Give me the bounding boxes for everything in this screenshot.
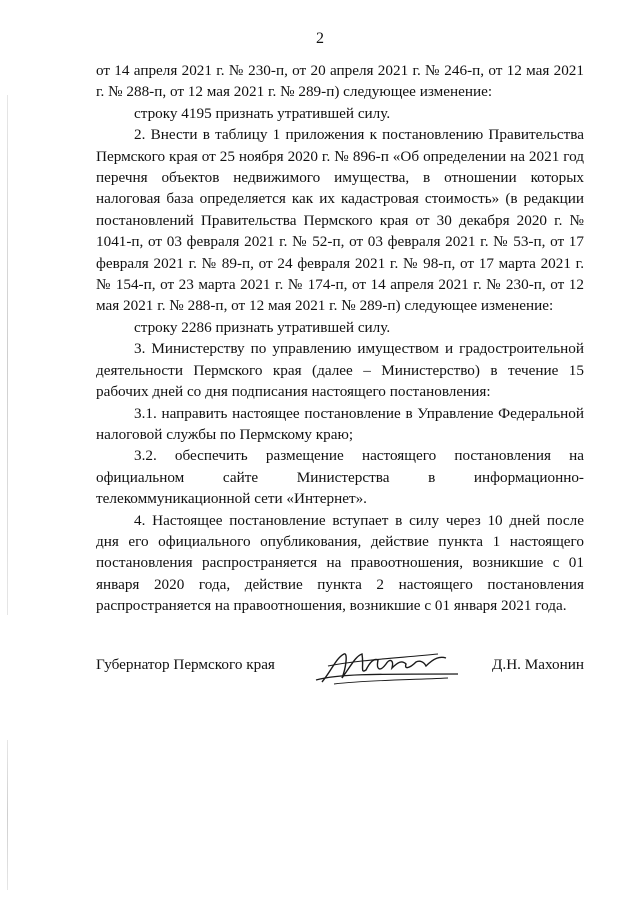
paragraph: 3.2. обеспечить размещение настоящего постановления на официальном сайте Министерства в информационно-телекоммуникационной сети «Интернет». — [96, 447, 584, 508]
handwritten-signature — [308, 644, 468, 690]
signatory-title: Губернатор Пермского края — [96, 656, 275, 673]
paragraph: 3.1. направить настоящее постановление в Управление Федеральной налоговой службы по Пермскому краю; — [96, 404, 584, 443]
paragraph: 4. Настоящее постановление вступает в силу через 10 дней после дня его официального опубликования, действие пункта 1 настоящего постановления распространяется на правоотношения, возникшие с 01 января 2020 года, действие пункта 2 настоящего постановления распространяется на правоотношения, возникшие с 01 января 2021 года. — [96, 511, 584, 615]
document-body — [96, 60, 584, 617]
paragraph: 3. Министерству по управлению имуществом и градостроительной деятельности Пермского края (далее – Министерство) в течение 15 рабочих дней со дня подписания настоящего постановления: — [96, 340, 584, 401]
scan-edge-line — [7, 95, 8, 615]
signature-block — [96, 652, 584, 692]
paragraph: от 14 апреля 2021 г. № 230-п, от 20 апреля 2021 г. № 246-п, от 12 мая 2021 г. № 288-п, от 12 мая 2021 г. № 289-п) следующее изменение: — [96, 62, 584, 101]
signatory-name: Д.Н. Махонин — [492, 656, 584, 673]
page-number: 2 — [316, 30, 324, 47]
scan-edge-line-bottom — [7, 740, 8, 890]
paragraph: 2. Внести в таблицу 1 приложения к постановлению Правительства Пермского края от 25 ноября 2020 г. № 896-п «Об определении на 2021 год перечня объектов недвижимого имущества, в отношении которых налоговая база определяется как их кадастровая стоимость» (в редакции постановлений Правительства Пермского края от 30 декабря 2020 г. № 1041-п, от 03 февраля 2021 г. № 52-п, от 03 февраля 2021 г. № 53-п, от 17 февраля 2021 г. № 89-п, от 24 февраля 2021 г. № 98-п, от 17 марта 2021 г. № 154-п, от 23 марта 2021 г. № 174-п, от 14 апреля 2021 г. № 230-п, от 12 мая 2021 г. № 288-п, от 12 мая 2021 г. № 289-п) следующее изменение: — [96, 126, 584, 315]
paragraph: строку 4195 признать утратившей силу. — [134, 104, 391, 122]
paragraph: строку 2286 признать утратившей силу. — [134, 318, 391, 336]
